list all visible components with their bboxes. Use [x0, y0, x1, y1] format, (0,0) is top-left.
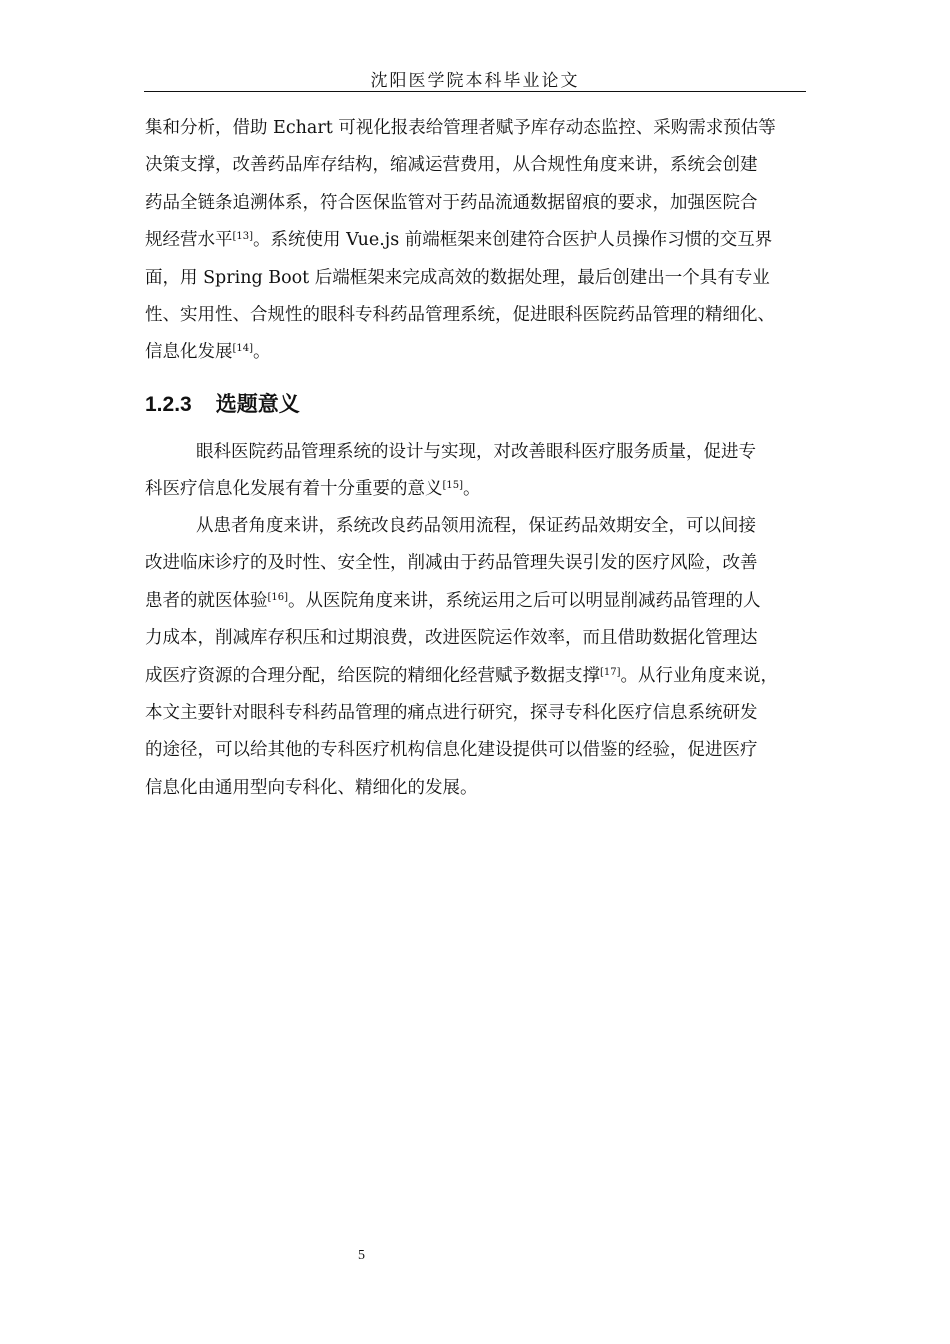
paragraph-1: [145, 110, 810, 372]
citation-15: [15]: [442, 480, 464, 492]
citation-13: [13]: [232, 231, 254, 243]
page-number: 5: [358, 1248, 365, 1263]
running-header: 沈阳医学院本科毕业论文: [370, 71, 580, 91]
text-line: 的途径，可以给其他的专科医疗机构信息化建设提供可以借鉴的经验，促进医疗: [145, 740, 758, 761]
section-heading: [145, 388, 300, 418]
citation-17: [17]: [600, 666, 621, 678]
text-line: 本文主要针对眼科专科药品管理的痛点进行研究，探寻专科化医疗信息系统研发: [145, 702, 758, 723]
text-line: 性、实用性、合规性的眼科专科药品管理系统，促进眼科医院药品管理的精细化、: [145, 304, 775, 325]
text-line: [145, 222, 810, 259]
text-line: [145, 583, 810, 620]
text-line: 药品全链条追溯体系，符合医保监管对于药品流通数据留痕的要求，加强医院合: [145, 192, 758, 213]
text-run: 。: [463, 479, 481, 500]
paragraph-2: [145, 434, 810, 509]
text-run: 。: [253, 342, 271, 363]
text-line: 决策支撑，改善药品库存结构，缩减运营费用，从合规性角度来讲，系统会创建: [145, 155, 758, 176]
section-title: 选题意义: [215, 392, 300, 416]
text-run: 患者的就医体验: [145, 590, 268, 611]
text-line: 眼科医院药品管理系统的设计与实现，对改善眼科医疗服务质量，促进专: [196, 442, 756, 462]
text-line: 从患者角度来讲，系统改良药品领用流程，保证药品效期安全，可以间接: [196, 516, 756, 536]
citation-14: [14]: [232, 343, 254, 355]
text-line: 力成本，削减库存积压和过期浪费，改进医院运作效率，而且借助数据化管理达: [145, 628, 758, 649]
text-line: [145, 658, 810, 695]
text-run: 。从医院角度来讲，系统运用之后可以明显削减药品管理的人: [288, 590, 761, 611]
text-line: 面，用 Spring Boot 后端框架来完成高效的数据处理，最后创建出一个具有专业: [145, 267, 770, 288]
text-run: 。系统使用 Vue.js 前端框架来创建符合医护人员操作习惯的交互界: [253, 230, 773, 251]
text-run: 。从行业角度来说，: [620, 665, 779, 686]
section-number: 1.2.3: [145, 393, 192, 416]
text-line: [145, 334, 810, 371]
text-line: 信息化由通用型向专科化、精细化的发展。: [145, 777, 478, 798]
paragraph-3: [145, 508, 810, 807]
text-line: 集和分析，借助 Echart 可视化报表给管理者赋予库存动态监控、采购需求预估等: [145, 118, 776, 138]
header-rule: [144, 91, 806, 92]
text-line: 改进临床诊疗的及时性、安全性，削减由于药品管理失误引发的医疗风险，改善: [145, 553, 758, 574]
citation-16: [16]: [267, 591, 289, 603]
text-run: 规经营水平: [145, 230, 233, 251]
text-line: [145, 471, 810, 508]
text-run: 信息化发展: [145, 342, 233, 363]
text-run: 科医疗信息化发展有着十分重要的意义: [145, 479, 443, 500]
text-run: 成医疗资源的合理分配，给医院的精细化经营赋予数据支撑: [145, 665, 600, 686]
